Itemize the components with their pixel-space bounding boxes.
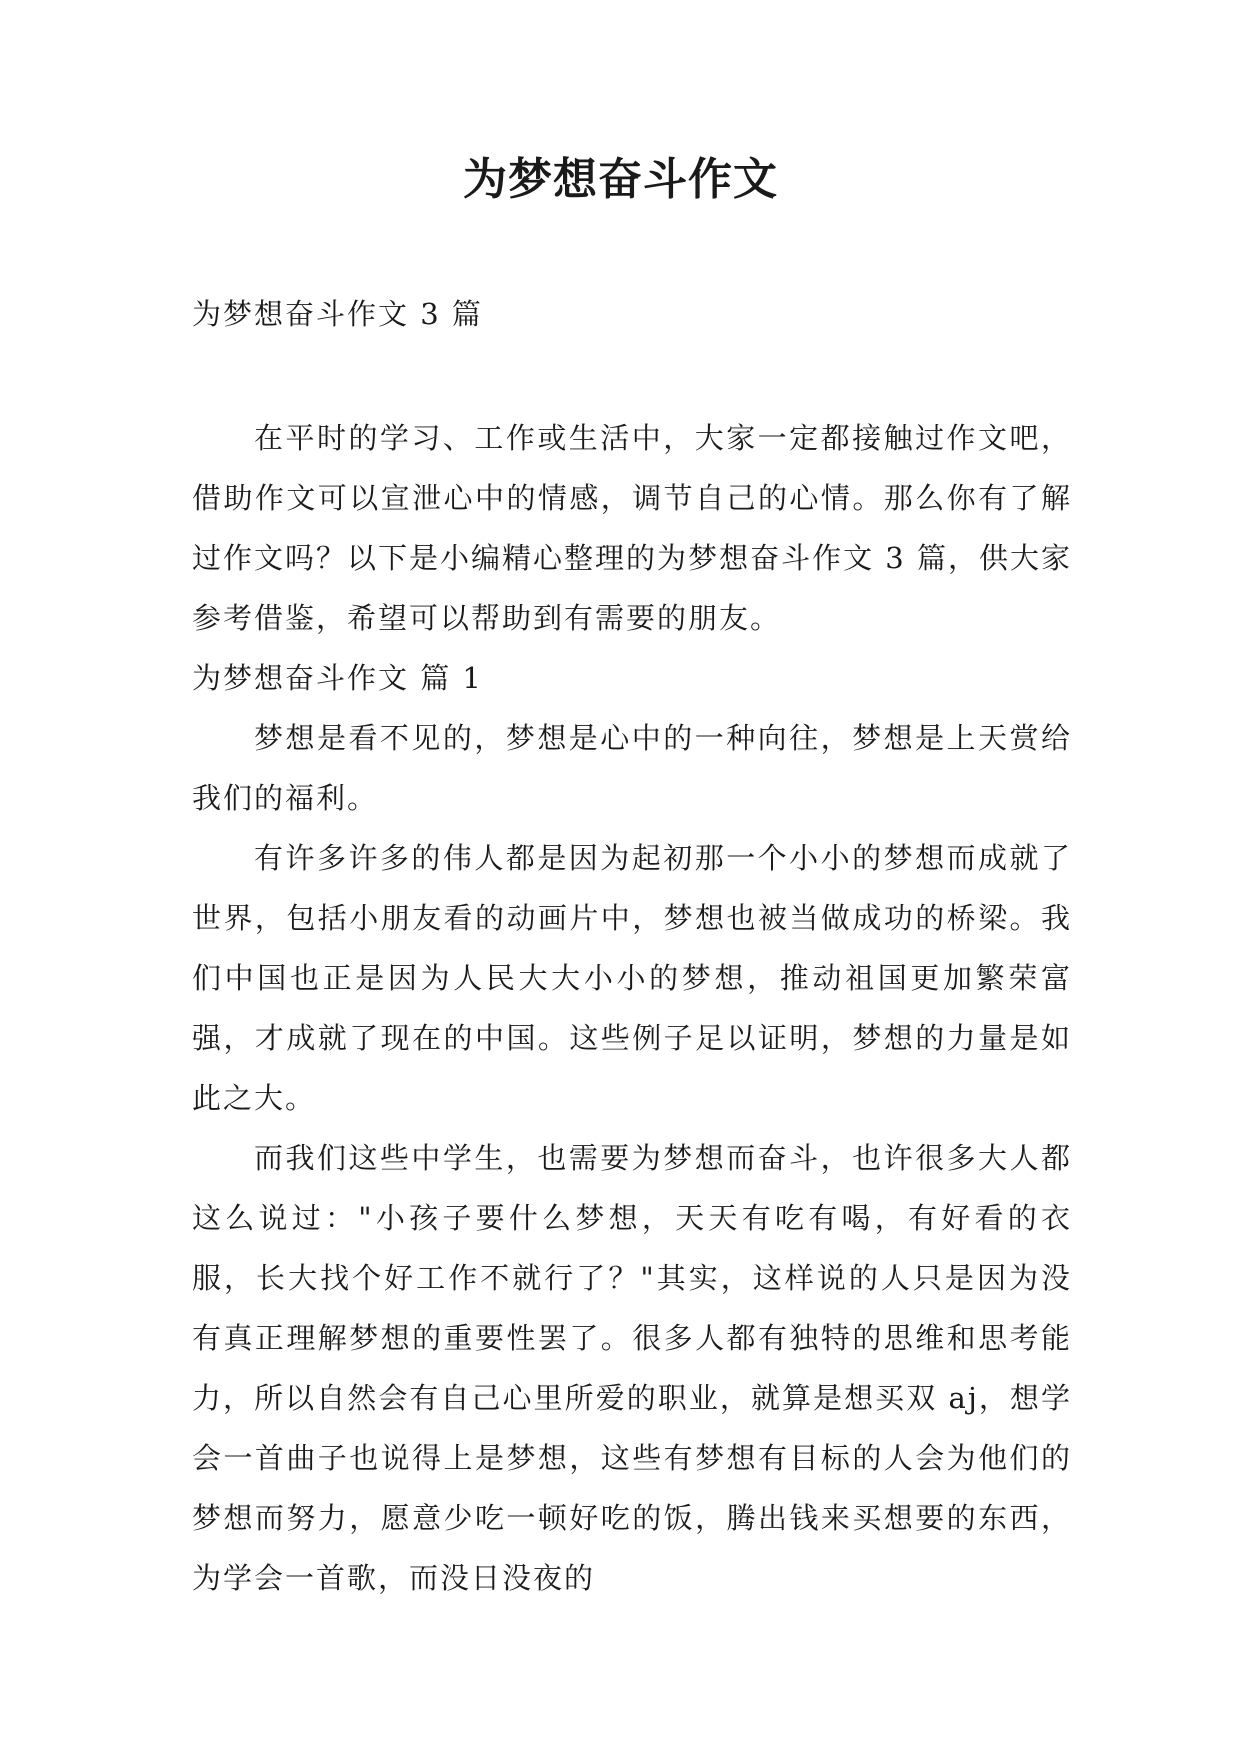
intro-paragraph: 在平时的学习、工作或生活中，大家一定都接触过作文吧，借助作文可以宣泄心中的情感，调节自己的心情。那么你有了解过作文吗？以下是小编精心整理的为梦想奋斗作文 3 篇，供大家参考借鉴，希望可以帮助到有需要的朋友。 bbox=[192, 421, 1072, 635]
document-title: 为梦想奋斗作文 bbox=[463, 154, 778, 205]
document-body bbox=[192, 408, 1072, 1608]
section-heading: 为梦想奋斗作文 篇 1 bbox=[192, 661, 483, 695]
document-subtitle: 为梦想奋斗作文 3 篇 bbox=[192, 297, 483, 331]
body-paragraph-3: 而我们这些中学生，也需要为梦想而奋斗，也许很多大人都这么说过："小孩子要什么梦想，天天有吃有喝，有好看的衣服，长大找个好工作不就行了？"其实，这样说的人只是因为没有真正理解梦想的重要性罢了。很多人都有独特的思维和思考能力，所以自然会有自己心里所爱的职业，就算是想买双 aj，想学会一首曲子也说得上是梦想，这些有梦想有目标的人会为他们的梦想而努力，愿意少吃一顿好吃的饭，腾出钱来买想要的东西，为学会一首歌，而没日没夜的 bbox=[192, 1141, 1072, 1595]
body-paragraph-2: 有许多许多的伟人都是因为起初那一个小小的梦想而成就了世界，包括小朋友看的动画片中，梦想也被当做成功的桥梁。我们中国也正是因为人民大大小小的梦想，推动祖国更加繁荣富强，才成就了现在的中国。这些例子足以证明，梦想的力量是如此之大。 bbox=[192, 841, 1072, 1115]
body-paragraph-1: 梦想是看不见的，梦想是心中的一种向往，梦想是上天赏给我们的福利。 bbox=[192, 721, 1072, 815]
